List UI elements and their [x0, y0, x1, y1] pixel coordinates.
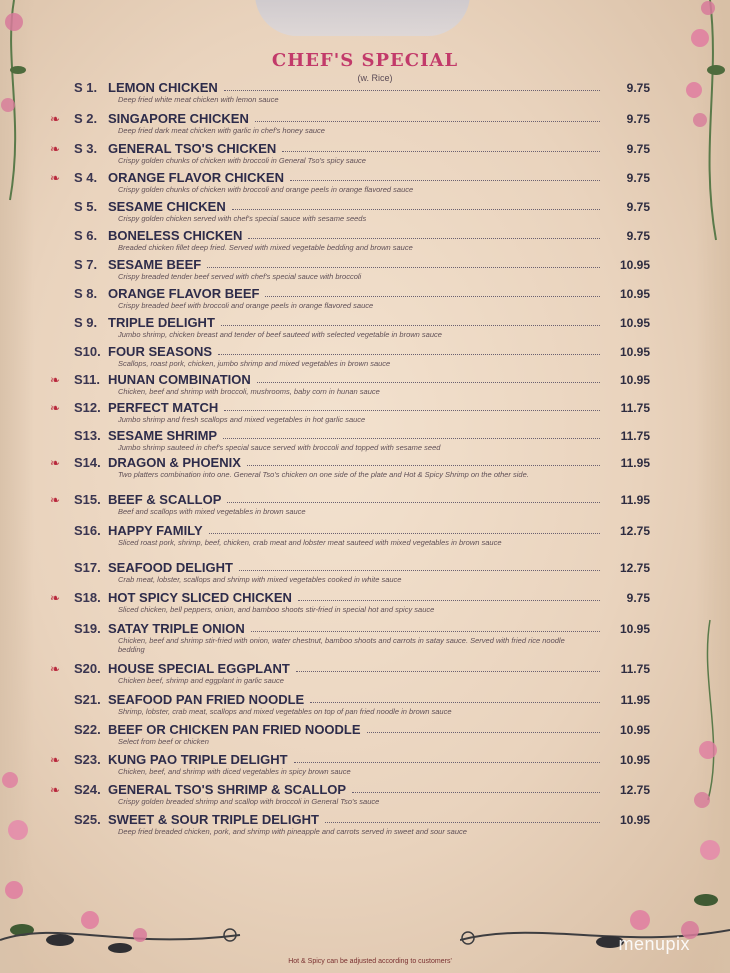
menu-item-row [50, 197, 650, 214]
item-description: Jumbo shrimp sauteed in chef's special sauce served with broccoli and topped with sesame seed [118, 443, 441, 452]
menu-item [50, 255, 650, 281]
menu-item [50, 139, 650, 165]
dotted-leader [290, 180, 600, 181]
item-name: GENERAL TSO'S CHICKEN [108, 141, 277, 156]
item-name: KUNG PAO TRIPLE DELIGHT [108, 752, 288, 767]
item-name: SATAY TRIPLE ONION [108, 621, 245, 636]
item-price: 11.75 [620, 429, 650, 443]
menu-item-row [50, 226, 650, 243]
dotted-leader [224, 90, 600, 91]
chili-pepper-icon: ❧ [50, 142, 61, 156]
item-description: Crispy golden chunks of chicken with broccoli and orange peels in orange flavored sauce [118, 185, 414, 194]
item-code: S17. [74, 560, 101, 575]
item-price: 10.95 [619, 622, 650, 636]
menu-item-row [50, 588, 650, 605]
item-price: 10.95 [619, 287, 650, 301]
menu-item [50, 558, 650, 584]
item-description: Crispy breaded beef with broccoli and orange peels in orange flavored sauce [118, 301, 374, 310]
menu-item [50, 398, 650, 424]
menu-item [50, 313, 650, 339]
dotted-leader [310, 702, 600, 703]
menu-item [50, 453, 650, 479]
menu-item-row [50, 78, 650, 95]
item-price: 10.95 [619, 258, 650, 272]
menu-item [50, 619, 650, 654]
item-description: Beef and scallops with mixed vegetables in brown sauce [118, 507, 306, 516]
dotted-leader [298, 600, 600, 601]
menu-item-row [50, 139, 650, 156]
item-name: BEEF OR CHICKEN PAN FRIED NOODLE [108, 722, 361, 737]
menu-item-row [50, 810, 650, 827]
chili-pepper-icon: ❧ [50, 493, 61, 507]
menu-item [50, 780, 650, 806]
item-code: S25. [74, 812, 101, 827]
menu-item-row [50, 490, 650, 507]
item-code: S 1. [74, 80, 98, 95]
item-name: BEEF & SCALLOP [108, 492, 222, 507]
dotted-leader [239, 570, 600, 571]
item-description: Deep fried white meat chicken with lemon sauce [118, 95, 279, 104]
item-description: Crispy golden breaded shrimp and scallop with broccoli in General Tso's sauce [118, 797, 380, 806]
item-code: S 9. [74, 315, 98, 330]
item-price: 11.95 [620, 693, 650, 707]
menu-item-row [50, 370, 650, 387]
item-name: LEMON CHICKEN [108, 80, 218, 95]
dotted-leader [294, 762, 600, 763]
menu-item-row [50, 453, 650, 470]
item-price: 11.95 [620, 493, 650, 507]
item-description: Crab meat, lobster, scallops and shrimp with mixed vegetables cooked in white sauce [118, 575, 402, 584]
item-name: FOUR SEASONS [108, 344, 213, 359]
chili-pepper-icon: ❧ [50, 456, 61, 470]
chili-pepper-icon: ❧ [50, 112, 61, 126]
item-code: S 6. [74, 228, 98, 243]
item-description: Chicken beef, shrimp and eggplant in garlic sauce [118, 676, 284, 685]
item-code: S20. [74, 661, 101, 676]
item-code: S21. [74, 692, 101, 707]
dotted-leader [296, 671, 600, 672]
menu-item-row [50, 558, 650, 575]
item-price: 11.95 [620, 456, 650, 470]
menu-item [50, 521, 650, 547]
dotted-leader [282, 151, 600, 152]
item-name: SESAME CHICKEN [108, 199, 226, 214]
item-name: HOT SPICY SLICED CHICKEN [108, 590, 292, 605]
menu-item-row [50, 426, 650, 443]
chili-pepper-icon: ❧ [50, 753, 61, 767]
dotted-leader [265, 296, 600, 297]
page-title: CHEF'S SPECIAL [271, 50, 459, 71]
item-price: 9.75 [626, 591, 650, 605]
menu-item-row [50, 690, 650, 707]
dotted-leader [232, 209, 600, 210]
item-name: ORANGE FLAVOR CHICKEN [108, 170, 284, 185]
menu-item [50, 810, 650, 836]
item-name: HUNAN COMBINATION [108, 372, 251, 387]
dotted-leader [224, 410, 600, 411]
item-name: SESAME BEEF [108, 257, 202, 272]
item-name: SINGAPORE CHICKEN [108, 111, 249, 126]
item-price: 10.95 [619, 753, 650, 767]
menu-item [50, 588, 650, 614]
item-description: Jumbo shrimp, chicken breast and tender of beef sauteed with selected vegetable in brown sauce [118, 330, 442, 339]
dotted-leader [223, 438, 600, 439]
item-price: 12.75 [619, 524, 650, 538]
item-code: S14. [74, 455, 101, 470]
chili-pepper-icon: ❧ [50, 662, 61, 676]
menu-item-row [50, 109, 650, 126]
item-code: S19. [74, 621, 101, 636]
item-name: HOUSE SPECIAL EGGPLANT [108, 661, 290, 676]
menu-item-row [50, 168, 650, 185]
menu-item-row [50, 313, 650, 330]
item-name: SWEET & SOUR TRIPLE DELIGHT [108, 812, 319, 827]
menu-item [50, 78, 650, 104]
item-code: S 3. [74, 141, 98, 156]
dotted-leader [248, 238, 600, 239]
item-description: Crispy breaded tender beef served with chef's special sauce with broccoli [118, 272, 362, 281]
item-name: DRAGON & PHOENIX [108, 455, 241, 470]
menu-item [50, 720, 650, 746]
dotted-leader [352, 792, 600, 793]
item-price: 10.95 [619, 373, 650, 387]
menu-item [50, 659, 650, 685]
item-description: Shrimp, lobster, crab meat, scallops and mixed vegetables on top of pan fried noodle in brown sauce [118, 707, 452, 716]
menu-item [50, 426, 650, 452]
item-description: Two platters combination into one. General Tso's chicken on one side of the plate and Hot & Spicy Shrimp on the other side. [118, 470, 529, 479]
menu-item-row [50, 342, 650, 359]
item-description: Jumbo shrimp and fresh scallops and mixed vegetables in hot garlic sauce [118, 415, 366, 424]
item-code: S 8. [74, 286, 98, 301]
item-description: Deep fried breaded chicken, pork, and shrimp with pineapple and carrots served in sweet and sour sauce [118, 827, 467, 836]
chili-pepper-icon: ❧ [50, 591, 61, 605]
item-description: Crispy golden chicken served with chef's special sauce with sesame seeds [118, 214, 367, 223]
item-name: PERFECT MATCH [108, 400, 219, 415]
dotted-leader [257, 382, 600, 383]
item-code: S 5. [74, 199, 98, 214]
item-description: Sliced roast pork, shrimp, beef, chicken, crab meat and lobster meat sauteed with mixed vegetables in brown sauce [118, 538, 502, 547]
menu-item [50, 284, 650, 310]
item-price: 11.75 [620, 401, 650, 415]
item-code: S16. [74, 523, 101, 538]
item-price: 9.75 [626, 200, 650, 214]
menu-item-row [50, 619, 650, 636]
menu-item-row [50, 780, 650, 797]
chili-pepper-icon: ❧ [50, 783, 61, 797]
chili-pepper-icon: ❧ [50, 373, 61, 387]
menu-item [50, 342, 650, 368]
dotted-leader [255, 121, 600, 122]
menu-item [50, 168, 650, 194]
item-price: 9.75 [626, 229, 650, 243]
chili-pepper-icon: ❧ [50, 401, 61, 415]
item-code: S23. [74, 752, 101, 767]
item-description: Chicken, beef and shrimp stir-fried with onion, water chestnut, bamboo shoots and carrots in satay sauce. Served with fried rice noodle bedding [118, 636, 565, 654]
menu-item-row [50, 750, 650, 767]
item-description: Sliced chicken, bell peppers, onion, and bamboo shoots stir-fried in special hot and spicy sauce [118, 605, 435, 614]
item-code: S24. [74, 782, 101, 797]
item-code: S12. [74, 400, 101, 415]
item-name: TRIPLE DELIGHT [108, 315, 215, 330]
item-description: Scallops, roast pork, chicken, jumbo shrimp and mixed vegetables in brown sauce [118, 359, 391, 368]
item-price: 9.75 [626, 142, 650, 156]
item-code: S 2. [74, 111, 98, 126]
dotted-leader [325, 822, 600, 823]
item-description: Breaded chicken fillet deep fried. Served with mixed vegetable bedding and brown sauce [118, 243, 413, 252]
item-description: Chicken, beef, and shrimp with diced vegetables in spicy brown sauce [118, 767, 351, 776]
item-description: Crispy golden chunks of chicken with broccoli in General Tso's spicy sauce [118, 156, 366, 165]
item-code: S13. [74, 428, 101, 443]
menu-item-row [50, 255, 650, 272]
item-price: 9.75 [626, 112, 650, 126]
menu-item [50, 750, 650, 776]
dotted-leader [247, 465, 600, 466]
item-name: SESAME SHRIMP [108, 428, 218, 443]
item-code: S11. [74, 372, 101, 387]
item-code: S15. [74, 492, 101, 507]
item-code: S22. [74, 722, 101, 737]
menu-item-row [50, 659, 650, 676]
menu-item [50, 109, 650, 135]
item-name: ORANGE FLAVOR BEEF [108, 286, 260, 301]
item-code: S18. [74, 590, 101, 605]
dotted-leader [218, 354, 600, 355]
left-vine-decoration [0, 0, 40, 973]
dotted-leader [251, 631, 600, 632]
item-code: S10. [74, 344, 101, 359]
menu-item-row [50, 521, 650, 538]
item-price: 12.75 [619, 561, 650, 575]
item-code: S 7. [74, 257, 98, 272]
menu-item [50, 226, 650, 252]
item-name: SEAFOOD PAN FRIED NOODLE [108, 692, 305, 707]
chili-pepper-icon: ❧ [50, 171, 61, 185]
menu-item [50, 197, 650, 223]
item-description: Select from beef or chicken [118, 737, 209, 746]
item-name: SEAFOOD DELIGHT [108, 560, 233, 575]
item-name: HAPPY FAMILY [108, 523, 203, 538]
menu-item [50, 690, 650, 716]
item-name: GENERAL TSO'S SHRIMP & SCALLOP [108, 782, 347, 797]
menu-item [50, 490, 650, 516]
dotted-leader [367, 732, 600, 733]
menu-item-row [50, 398, 650, 415]
dotted-leader [221, 325, 600, 326]
right-vine-decoration [680, 0, 730, 973]
bottom-left-flowers [0, 880, 250, 970]
item-price: 10.95 [619, 813, 650, 827]
footer-note: Hot & Spicy can be adjusted according to customers' [288, 958, 452, 965]
header-artwork [255, 0, 470, 36]
item-price: 10.95 [619, 723, 650, 737]
menu-item [50, 370, 650, 396]
item-name: BONELESS CHICKEN [108, 228, 243, 243]
menu-item-row [50, 720, 650, 737]
dotted-leader [227, 502, 600, 503]
item-code: S 4. [74, 170, 98, 185]
item-price: 10.95 [619, 316, 650, 330]
dotted-leader [209, 533, 600, 534]
menu-item-row [50, 284, 650, 301]
item-description: Deep fried dark meat chicken with garlic in chef's honey sauce [118, 126, 325, 135]
item-price: 11.75 [620, 662, 650, 676]
watermark-text: menupix [618, 934, 690, 954]
item-price: 12.75 [619, 783, 650, 797]
page-subtitle: (w. Rice) [357, 73, 393, 83]
item-price: 9.75 [626, 81, 650, 95]
item-price: 10.95 [619, 345, 650, 359]
item-price: 9.75 [626, 171, 650, 185]
dotted-leader [207, 267, 600, 268]
item-description: Chicken, beef and shrimp with broccoli, mushrooms, baby corn in hunan sauce [118, 387, 380, 396]
